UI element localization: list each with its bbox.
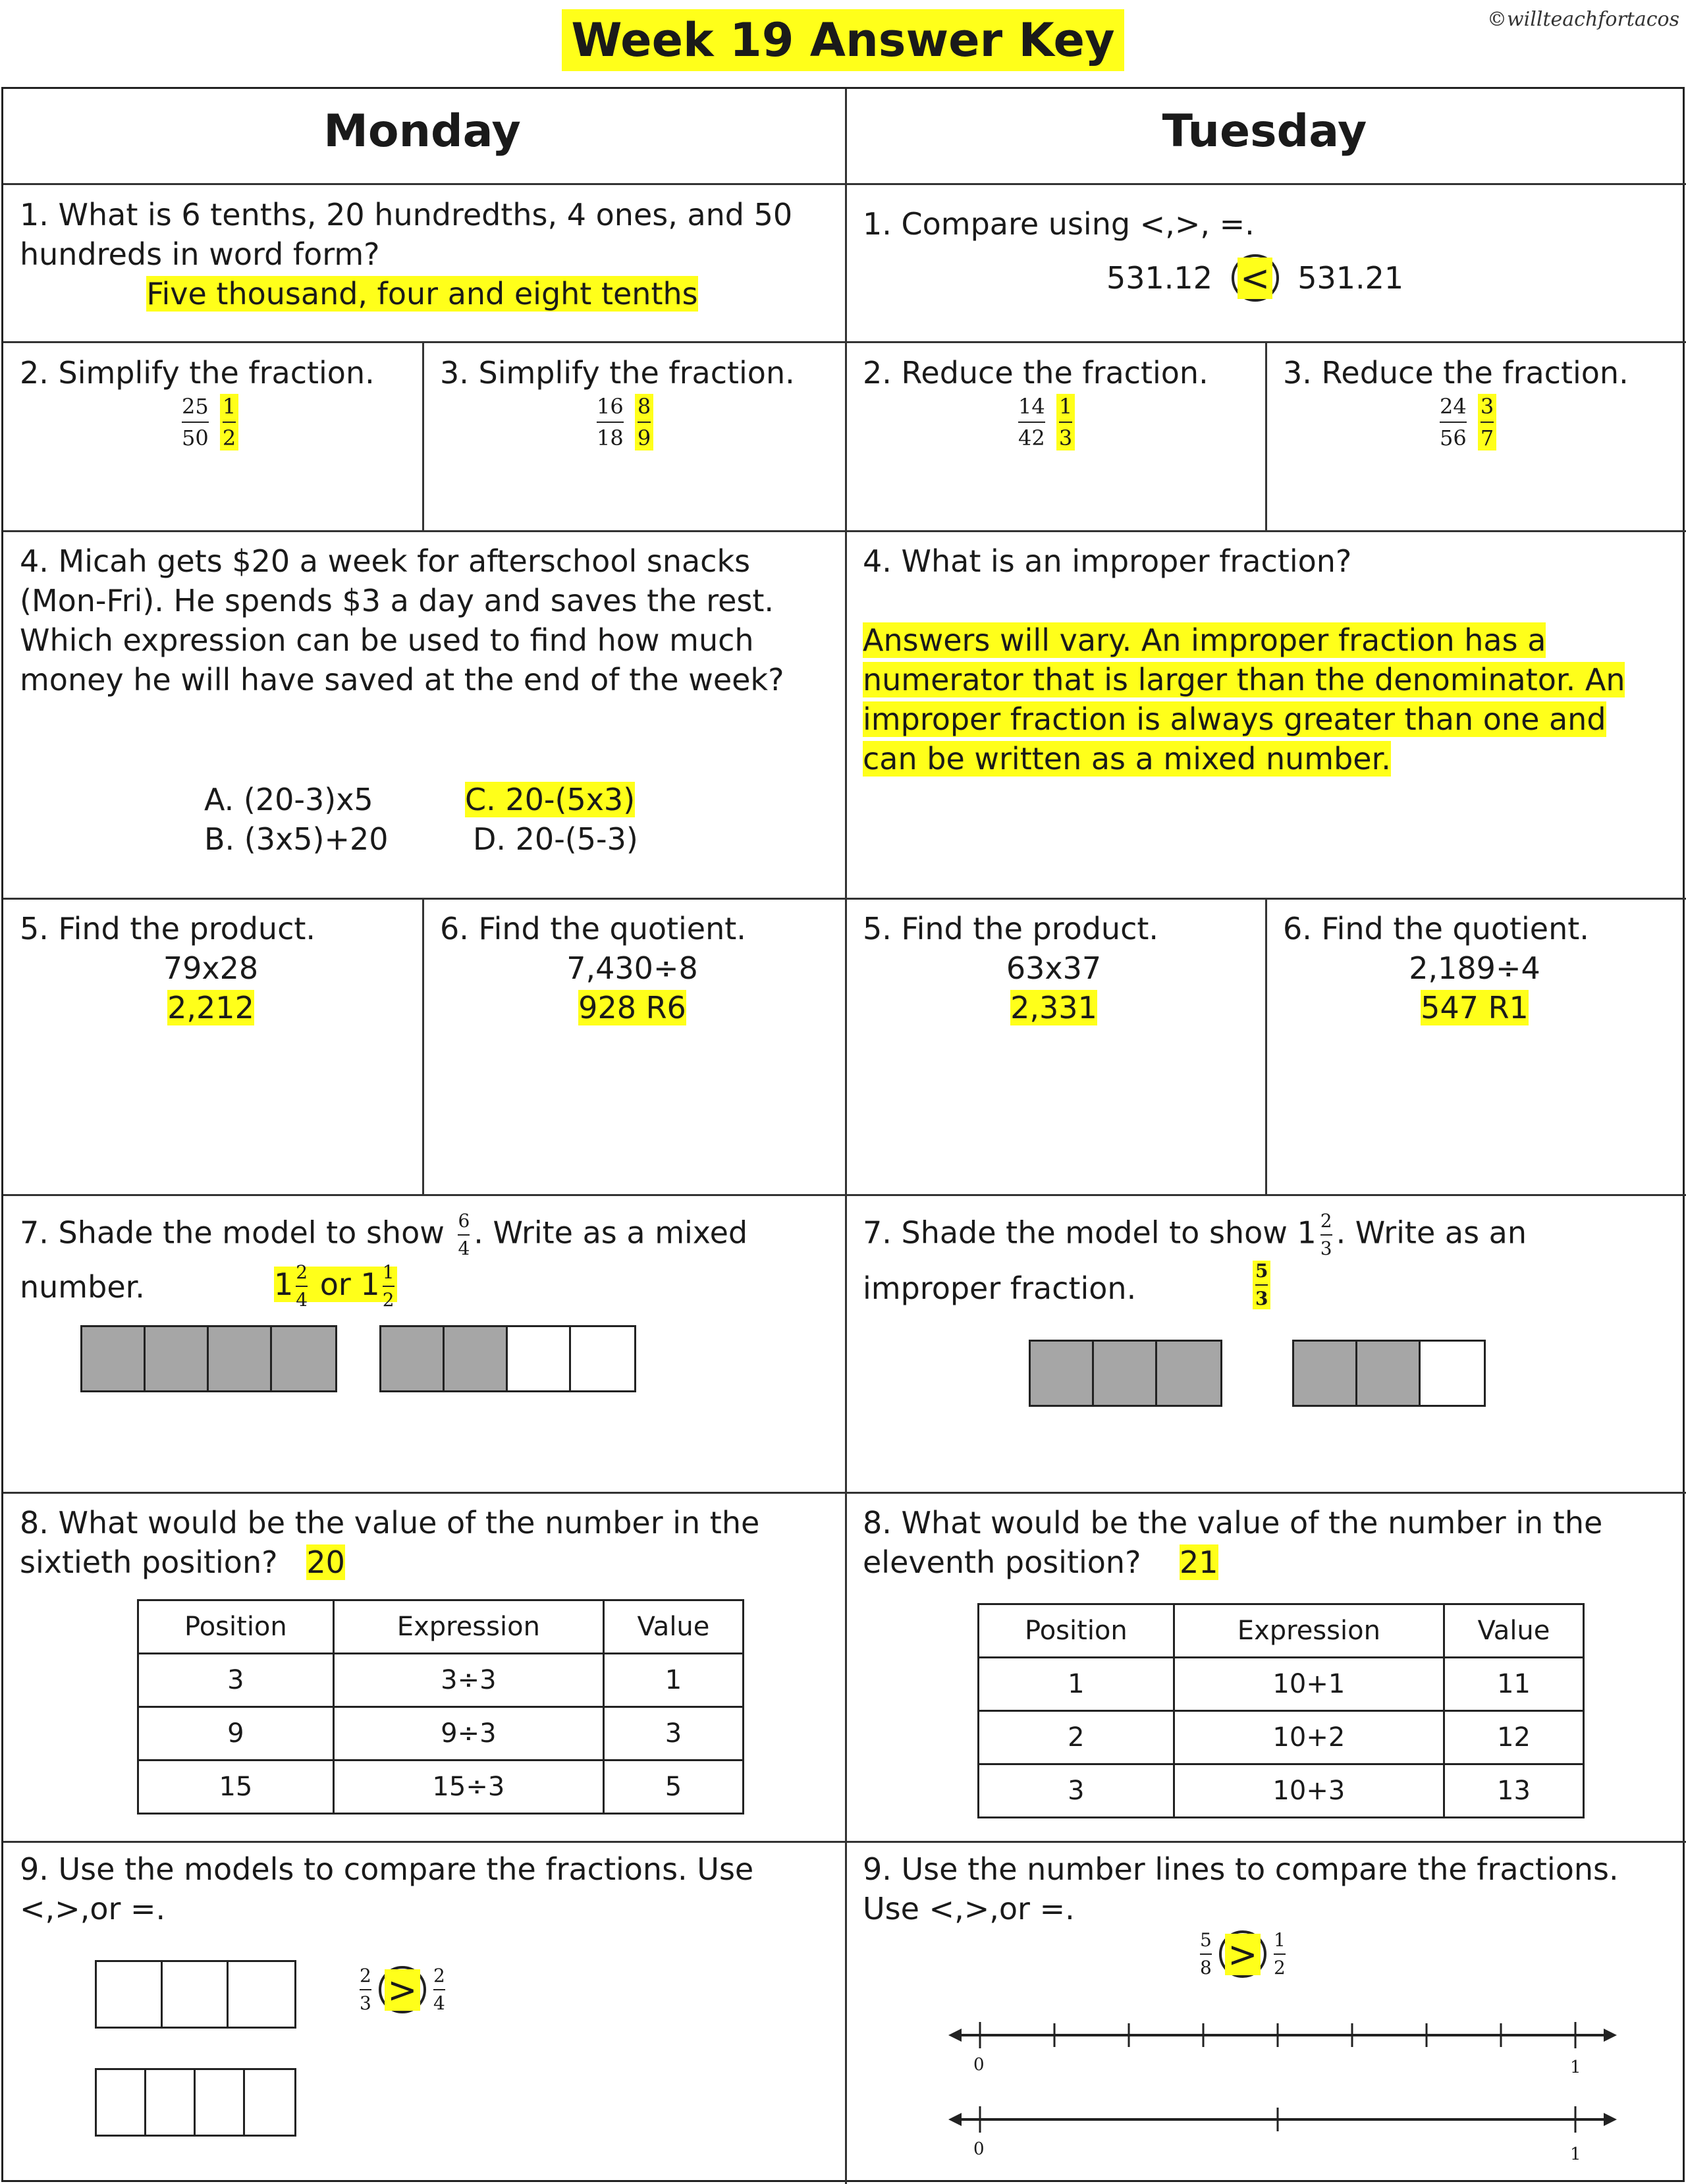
comparison-circle <box>379 1966 426 2013</box>
table-cell: 1 <box>979 1658 1174 1711</box>
frac-den: 4 <box>296 1289 308 1311</box>
cell-divider <box>422 341 424 532</box>
monday-q2-text: 2. Simplify the fraction. <box>20 355 375 391</box>
answer-line: can be written as a mixed number. <box>863 741 1391 777</box>
tuesday-q4-answer <box>863 620 1625 778</box>
frac-num: 25 <box>182 394 209 419</box>
monday-q4-option-d: D. 20-(5-3) <box>473 821 638 857</box>
monday-q7-model-a <box>80 1325 337 1392</box>
table-cell: 9÷3 <box>333 1707 603 1761</box>
tuesday-q7-model-b <box>1292 1340 1486 1407</box>
day-header-tuesday: Tuesday <box>1162 105 1367 157</box>
table-cell: 2 <box>979 1711 1174 1764</box>
tuesday-q7-text-c: improper fraction. <box>863 1270 1137 1306</box>
monday-q8-answer: 20 <box>306 1544 345 1580</box>
monday-q4-option-b: B. (3x5)+20 <box>204 821 389 857</box>
arrow-right-icon <box>1604 2113 1617 2126</box>
monday-q9-comparison <box>356 1965 449 2014</box>
table-cell: 13 <box>1444 1764 1583 1818</box>
page-title: Week 19 Answer Key <box>562 9 1124 71</box>
table-header: Position <box>138 1600 334 1654</box>
table-cell: 12 <box>1444 1711 1583 1764</box>
monday-q4-option-c: C. 20-(5x3) <box>465 782 636 817</box>
tuesday-q1-comparison <box>1106 254 1403 302</box>
cell-divider <box>1265 341 1267 532</box>
whole: 1 <box>360 1266 380 1302</box>
monday-q6-problem: 7,430÷8 <box>566 950 698 986</box>
tuesday-q1-text: 1. Compare using <,>, =. <box>863 206 1255 242</box>
tuesday-q2-text: 2. Reduce the fraction. <box>863 355 1209 391</box>
frac-num: 14 <box>1018 394 1045 419</box>
frac-den: 2 <box>1274 1957 1286 1979</box>
frac-num: 2 <box>296 1261 308 1283</box>
frac-den: 9 <box>637 425 651 450</box>
frac-den: 7 <box>1480 425 1494 450</box>
line-label-end: 1 <box>1570 2058 1581 2077</box>
tuesday-q9-number-line-eighths <box>948 2015 1620 2075</box>
tuesday-q9-number-line-halves <box>948 2100 1620 2152</box>
table-cell: 11 <box>1444 1658 1583 1711</box>
tuesday-q6-problem: 2,189÷4 <box>1409 950 1540 986</box>
table-header: Expression <box>1174 1604 1444 1658</box>
q7-text-part: . Write as a mixed <box>474 1215 748 1251</box>
table-cell: 15 <box>138 1761 334 1814</box>
monday-q3-answer <box>635 394 653 450</box>
frac-den: 3 <box>1058 425 1073 450</box>
monday-q7-text-c: number. <box>20 1269 145 1305</box>
answer-line: Answers will vary. An improper fraction has a <box>863 622 1546 658</box>
comparison-symbol: > <box>385 1969 420 2011</box>
monday-q6-text: 6. Find the quotient. <box>440 911 746 946</box>
monday-q7-text <box>20 1211 748 1259</box>
table-header-row <box>138 1600 744 1654</box>
frac-num: 24 <box>1440 394 1467 419</box>
monday-q5-answer: 2,212 <box>167 990 254 1025</box>
table-cell: 3÷3 <box>333 1654 603 1707</box>
table-row <box>138 1707 744 1761</box>
monday-q9-model-thirds <box>95 1960 296 2029</box>
frac-num: 16 <box>597 394 624 419</box>
line-label-end: 1 <box>1570 2144 1581 2164</box>
table-row <box>979 1658 1584 1711</box>
monday-q9-text: 9. Use the models to compare the fractions. Use <,>,or =. <box>20 1851 754 1926</box>
q7-text-part: . Write as an <box>1336 1215 1527 1251</box>
tuesday-q8-text <box>863 1503 1673 1582</box>
monday-q4-text: 4. Micah gets $20 a week for afterschool snacks (Mon-Fri). He spends $3 a day and saves the rest. Which expression can be used to find how much money he will have saved at the end of the week? <box>20 543 784 697</box>
q8-text: 8. What would be the value of the number in the sixtieth position? <box>20 1505 760 1580</box>
table-cell: 1 <box>603 1654 743 1707</box>
day-header-monday: Monday <box>323 105 521 157</box>
row-divider <box>3 341 1686 343</box>
tuesday-q5-answer: 2,331 <box>1010 990 1097 1025</box>
tuesday-q8-answer: 21 <box>1180 1544 1218 1580</box>
tuesday-q7-answer <box>1249 1261 1274 1309</box>
tuesday-q6-text: 6. Find the quotient. <box>1283 911 1589 946</box>
table-header: Expression <box>333 1600 603 1654</box>
watermark-logo: ©willteachfortacos <box>1487 8 1679 31</box>
comparison-symbol: < <box>1237 258 1272 299</box>
row-divider <box>3 1194 1686 1196</box>
frac-den: 4 <box>458 1238 470 1259</box>
tuesday-q3-answer <box>1478 394 1496 450</box>
row-divider <box>3 183 1686 185</box>
arrow-right-icon <box>1604 2029 1617 2042</box>
frac-num: 2 <box>433 1965 445 1986</box>
frac-den: 50 <box>182 425 209 450</box>
table-cell: 15÷3 <box>333 1761 603 1814</box>
center-divider <box>845 89 847 2184</box>
arrow-left-icon <box>948 2029 962 2042</box>
frac-num: 5 <box>1200 1929 1212 1951</box>
frac-den: 56 <box>1440 425 1467 450</box>
q8-text: 8. What would be the value of the number in the eleventh position? <box>863 1505 1603 1580</box>
q7-text-part: 7. Shade the model to show 1 <box>863 1215 1317 1251</box>
frac-den: 3 <box>360 1992 371 2014</box>
tuesday-q6-answer: 547 R1 <box>1421 990 1529 1025</box>
monday-q5-problem: 79x28 <box>163 950 259 986</box>
monday-q1-answer-wrap <box>1 274 843 314</box>
tuesday-q5-text: 5. Find the product. <box>863 911 1159 946</box>
cell-divider <box>1265 898 1267 1195</box>
frac-num: 6 <box>458 1210 470 1232</box>
monday-q1-text: 1. What is 6 tenths, 20 hundredths, 4 ones, and 50 hundreds in word form? <box>20 197 793 272</box>
tuesday-q7-text <box>863 1211 1527 1259</box>
compare-left: 531.12 <box>1106 260 1212 296</box>
table-row <box>138 1761 744 1814</box>
monday-q2-answer <box>220 394 238 450</box>
table-cell: 3 <box>979 1764 1174 1818</box>
tuesday-q7-model-a <box>1029 1340 1222 1407</box>
tuesday-q3-text: 3. Reduce the fraction. <box>1283 355 1629 391</box>
answer-line: numerator that is larger than the denominator. An <box>863 662 1625 697</box>
table-header: Value <box>603 1600 743 1654</box>
monday-q7-model-b <box>379 1325 636 1392</box>
table-cell: 9 <box>138 1707 334 1761</box>
compare-right: 531.21 <box>1297 260 1404 296</box>
row-divider <box>3 898 1686 900</box>
monday-q1-answer: Five thousand, four and eight tenths <box>146 276 698 312</box>
tuesday-q2-fractions <box>1014 394 1079 450</box>
table-row <box>979 1711 1584 1764</box>
tuesday-q9-comparison <box>1196 1930 1290 1979</box>
frac-den: 42 <box>1018 425 1045 450</box>
frac-num: 3 <box>1480 394 1494 419</box>
line-label-start: 0 <box>973 2055 985 2075</box>
table-cell: 3 <box>138 1654 334 1707</box>
monday-q2-fractions <box>178 394 242 450</box>
line-label-start: 0 <box>973 2139 985 2159</box>
frac-num: 1 <box>222 394 236 419</box>
frac-den: 3 <box>1320 1238 1332 1259</box>
page-title-wrap <box>0 13 1686 67</box>
or-text: or <box>319 1266 351 1302</box>
frac-num: 1 <box>382 1261 394 1283</box>
monday-q3-text: 3. Simplify the fraction. <box>440 355 795 391</box>
comparison-circle <box>1219 1930 1266 1978</box>
table-header: Value <box>1444 1604 1583 1658</box>
monday-q7-answer <box>274 1262 397 1311</box>
cell-divider <box>422 898 424 1195</box>
monday-q8-table <box>137 1599 744 1815</box>
frac-num: 2 <box>1320 1210 1332 1232</box>
frac-den: 18 <box>597 425 624 450</box>
arrow-left-icon <box>948 2113 962 2126</box>
monday-q5-text: 5. Find the product. <box>20 911 316 946</box>
frac-num: 1 <box>1058 394 1073 419</box>
comparison-symbol: > <box>1225 1934 1260 1975</box>
monday-q3-fractions <box>593 394 657 450</box>
tuesday-q4-text: 4. What is an improper fraction? <box>863 543 1352 579</box>
tuesday-q3-fractions <box>1436 394 1500 450</box>
row-divider <box>3 530 1686 532</box>
table-cell: 10+2 <box>1174 1711 1444 1764</box>
monday-q8-text <box>20 1503 830 1582</box>
answer-line: improper fraction is always greater than one and <box>863 701 1606 737</box>
frac-num: 5 <box>1255 1260 1268 1282</box>
monday-q9-model-fourths <box>95 2068 296 2137</box>
monday-q4-option-a: A. (20-3)x5 <box>204 782 373 817</box>
row-divider <box>3 1492 1686 1494</box>
table-header: Position <box>979 1604 1174 1658</box>
table-cell: 10+3 <box>1174 1764 1444 1818</box>
table-row <box>979 1764 1584 1818</box>
frac-num: 8 <box>637 394 651 419</box>
frac-num: 2 <box>360 1965 371 1986</box>
tuesday-q8-table <box>977 1603 1585 1818</box>
table-cell: 5 <box>603 1761 743 1814</box>
tuesday-q5-problem: 63x37 <box>1006 950 1102 986</box>
tuesday-q9-text: 9. Use the number lines to compare the fractions. Use <,>,or =. <box>863 1851 1619 1926</box>
table-header-row <box>979 1604 1584 1658</box>
frac-den: 2 <box>382 1289 394 1311</box>
comparison-circle <box>1232 254 1279 302</box>
tuesday-q2-answer <box>1056 394 1075 450</box>
table-cell: 3 <box>603 1707 743 1761</box>
table-cell: 10+1 <box>1174 1658 1444 1711</box>
q7-text-part: 7. Shade the model to show <box>20 1215 445 1251</box>
table-row <box>138 1654 744 1707</box>
frac-den: 3 <box>1255 1288 1268 1309</box>
frac-den: 8 <box>1200 1957 1212 1979</box>
frac-num: 1 <box>1274 1929 1286 1951</box>
row-divider <box>3 1841 1686 1843</box>
whole: 1 <box>274 1266 294 1302</box>
monday-q6-answer: 928 R6 <box>578 990 686 1025</box>
frac-den: 2 <box>222 425 236 450</box>
frac-den: 4 <box>433 1992 445 2014</box>
